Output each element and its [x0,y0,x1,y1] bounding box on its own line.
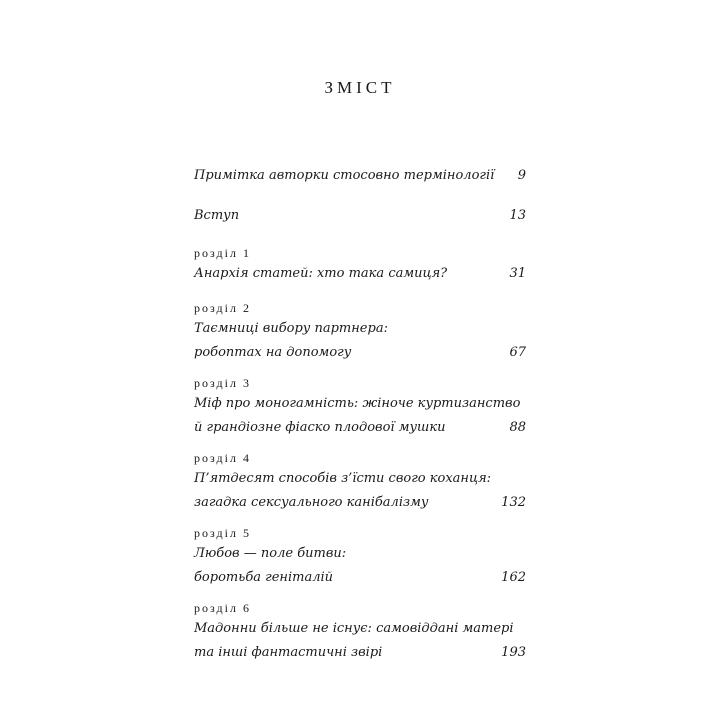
chapter-label: розділ 6 [194,601,251,615]
entry-title: Таємниці вибору партнера: [194,321,388,336]
toc-entry-chapter-2 [194,299,526,365]
toc-line [194,392,526,416]
toc-entry-chapter-5 [194,524,526,590]
page-number: 67 [509,345,526,360]
toc-line [194,641,526,665]
toc-line [194,491,526,515]
toc-entry-chapter-3 [194,374,526,440]
toc-line [194,416,526,440]
toc-entry-chapter-6 [194,599,526,665]
entry-title: робоптах на допомогу [194,345,352,360]
page-number: 31 [509,266,526,281]
page-number: 193 [501,645,526,660]
entry-title: загадка сексуального канібалізму [194,495,429,510]
chapter-label: розділ 1 [194,246,251,260]
toc-line [194,204,526,228]
toc-line [194,262,526,286]
entry-title: та інші фантастичні звірі [194,645,383,660]
page-number: 13 [509,208,526,223]
toc-entry-chapter-4 [194,449,526,515]
entry-title: П’ятдесят способів з’їсти свого коханця: [194,471,492,486]
page-number: 88 [509,420,526,435]
entry-title: боротьба геніталій [194,570,334,585]
page-number: 9 [517,168,526,183]
entry-title: й грандіозне фіаско плодової мушки [194,420,446,435]
entry-title: Вступ [194,208,240,223]
entry-title: Любов — поле битви: [194,546,347,561]
toc-line [194,566,526,590]
toc-line [194,617,526,641]
chapter-label: розділ 5 [194,526,251,540]
toc-line [194,341,526,365]
entry-title: Мадонни більше не існує: самовіддані матері [194,621,514,636]
toc-line [194,542,526,566]
toc-line [194,467,526,491]
chapter-label: розділ 3 [194,376,251,390]
entry-title: Анархія статей: хто така самиця? [194,266,448,281]
entry-title: Примітка авторки стосовно термінології [194,168,495,183]
toc-entry-intro [194,204,526,228]
toc-line [194,164,526,188]
entry-title: Міф про моногамність: жіноче куртизанство [194,396,521,411]
toc-line [194,317,526,341]
page-number: 162 [501,570,526,585]
toc-entry-chapter-1 [194,244,526,286]
page-title: ЗМІСТ [324,78,396,97]
page-number: 132 [501,495,526,510]
chapter-label: розділ 4 [194,451,251,465]
chapter-label: розділ 2 [194,301,251,315]
toc-entry-note [194,164,526,188]
